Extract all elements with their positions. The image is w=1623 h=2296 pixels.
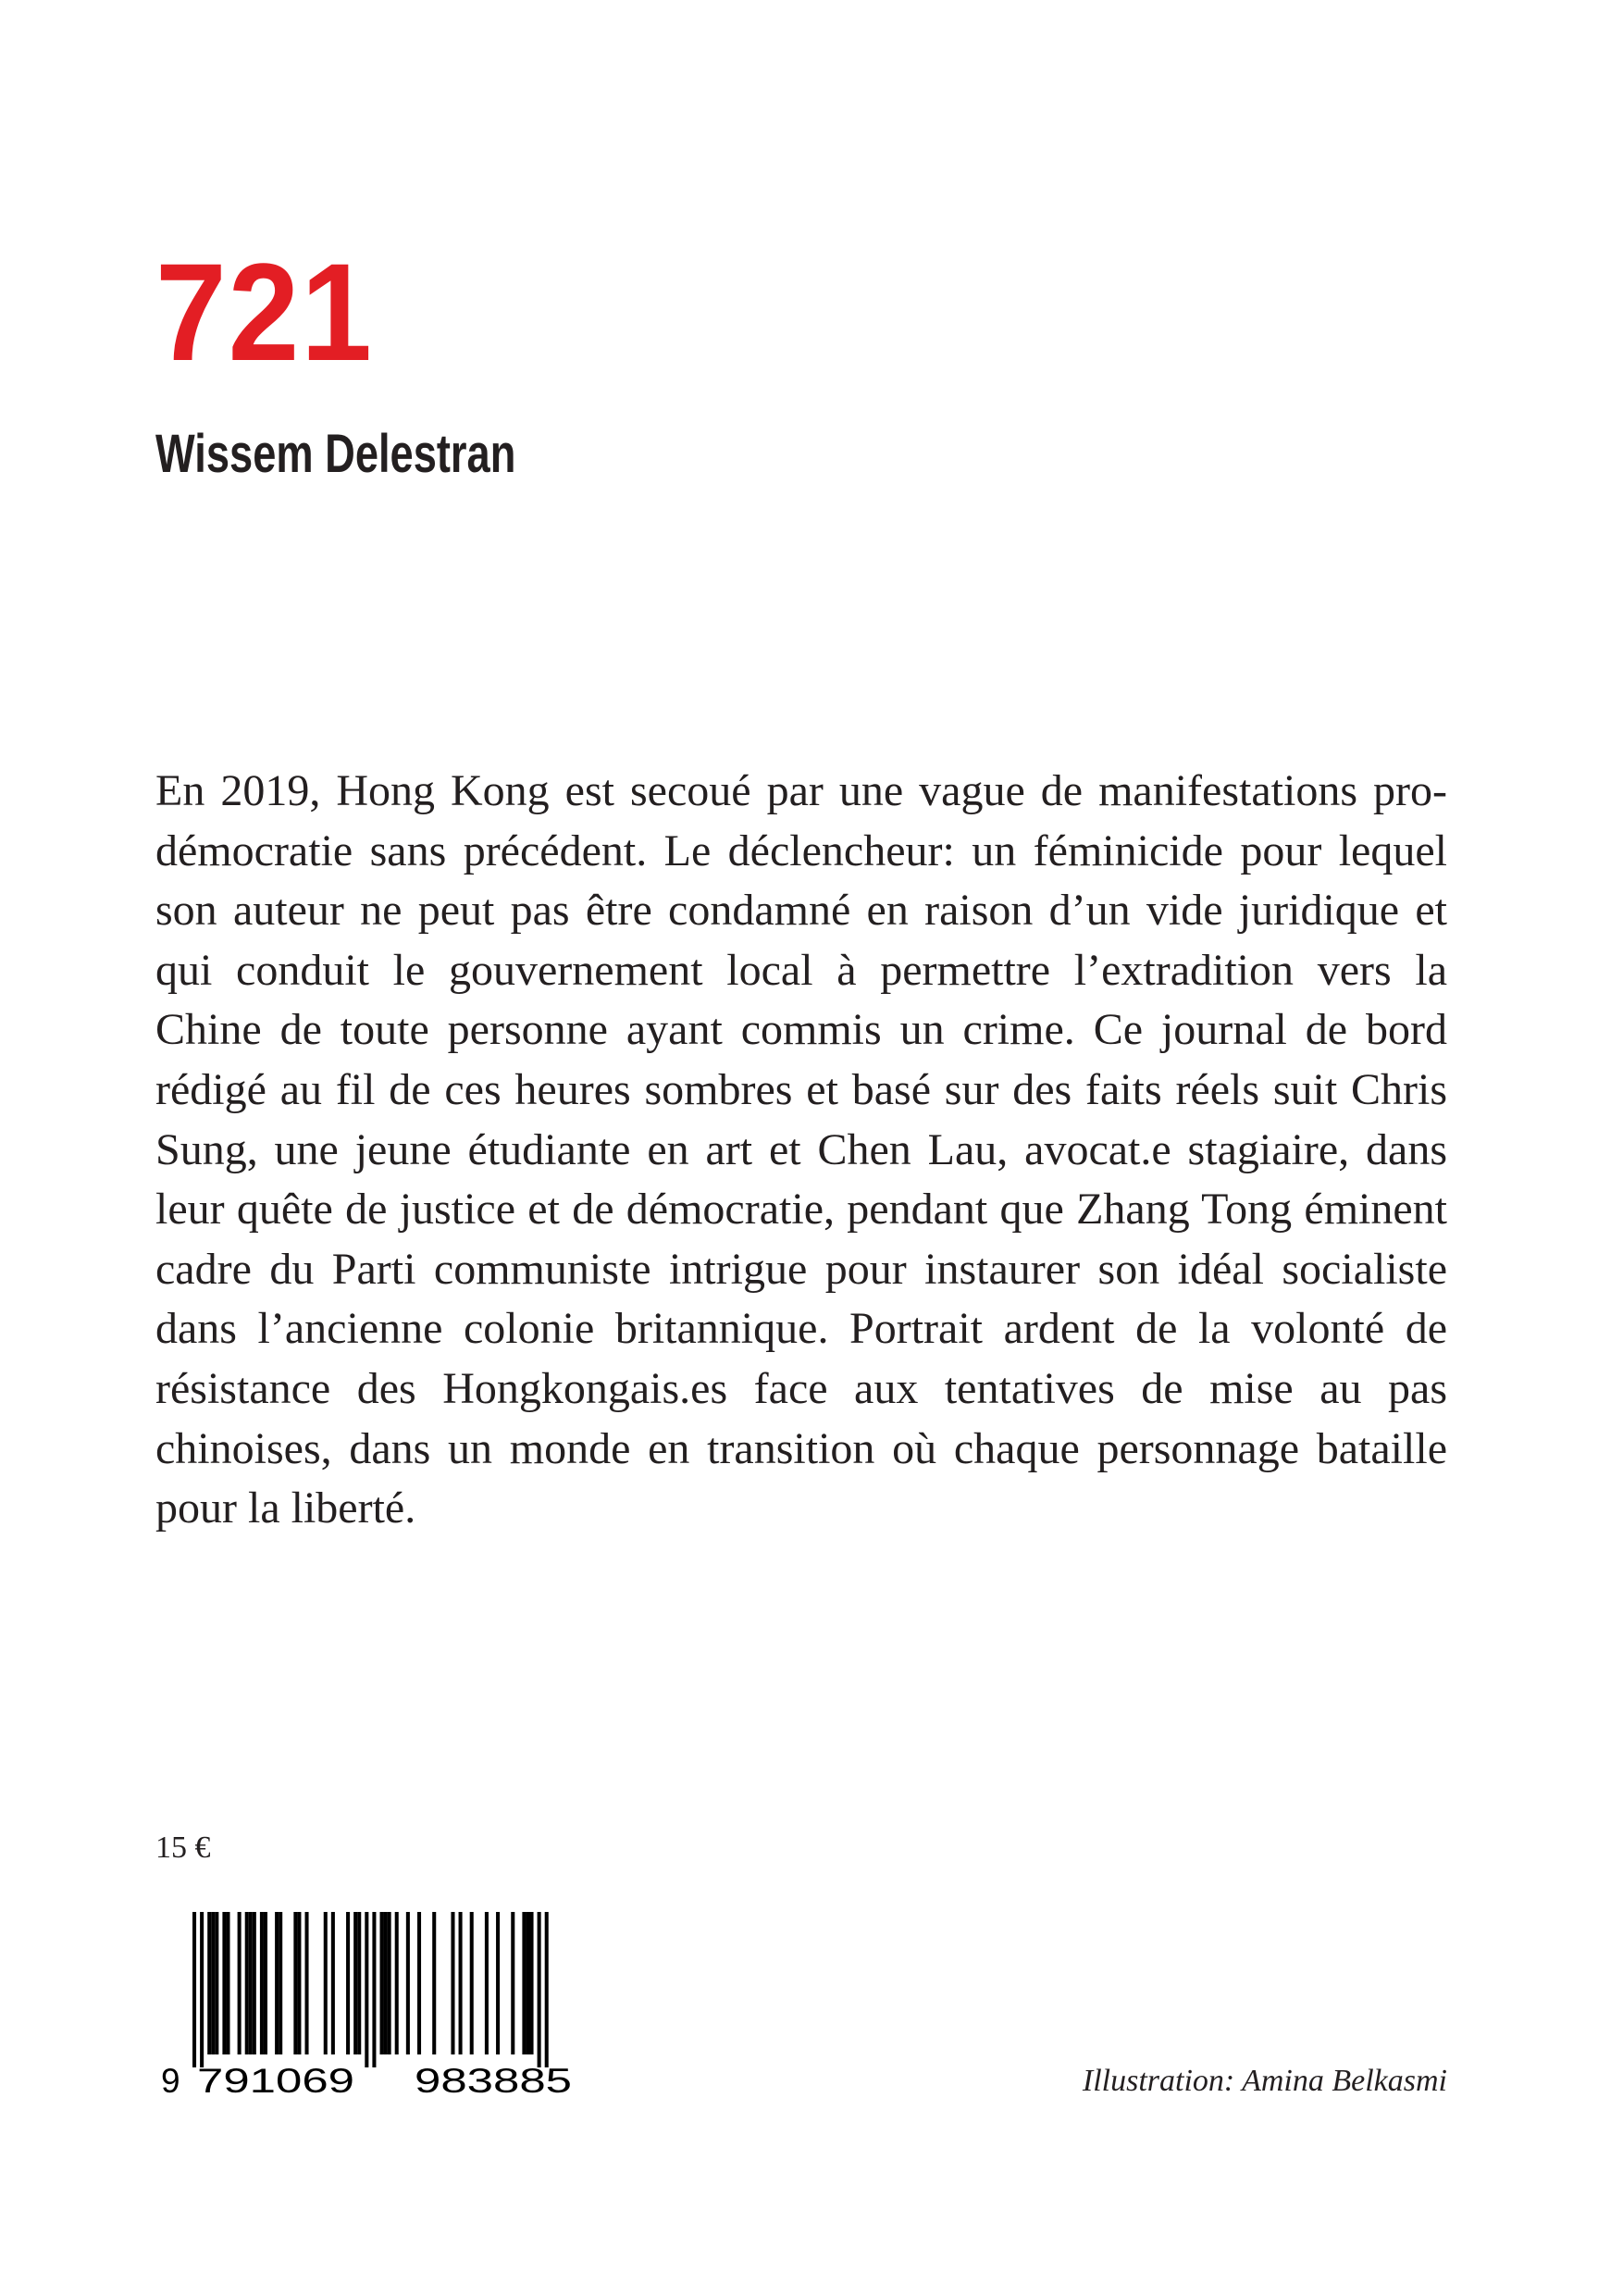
barcode-bar: [305, 1912, 309, 2054]
barcode-bar: [211, 1912, 215, 2054]
barcode-bar: [245, 1912, 249, 2054]
barcode-bar: [253, 1912, 256, 2054]
barcode-bar: [384, 1912, 388, 2054]
barcode-bar: [545, 1912, 549, 2067]
barcode-bar: [357, 1912, 361, 2054]
barcode-bar: [511, 1912, 514, 2054]
barcode-bar: [406, 1912, 410, 2054]
barcode-bar: [388, 1912, 391, 2054]
barcode-bar: [353, 1912, 357, 2054]
barcode-bar: [222, 1912, 226, 2054]
barcode-bar: [485, 1912, 489, 2054]
barcode-bar: [530, 1912, 534, 2054]
barcode-bar: [451, 1912, 454, 2054]
barcode-digits-left: 791069: [197, 2062, 354, 2095]
barcode-bar: [293, 1912, 297, 2054]
barcode-bar: [417, 1912, 421, 2054]
barcode-bar: [200, 1912, 204, 2067]
barcode-digits-right: 983885: [415, 2062, 572, 2095]
barcode-bar: [470, 1912, 474, 2054]
barcode-bar: [538, 1912, 541, 2067]
barcode-bar: [260, 1912, 264, 2054]
back-cover-blurb: En 2019, Hong Kong est secoué par une vague de manifestations pro-démocratie sans précédent. Le déclencheur: un féminicide pour lequel son auteur ne peut pas être condamné en raison d’un vide juridique et qui conduit le gouvernement local à permettre l’extradition vers la Chine de toute personne ayant commis un crime. Ce journal de bord rédigé au fil de ces heures sombres et basé sur des faits réels suit Chris Sung, une jeune étudiante en art et Chen Lau, avocat.e stagiaire, dans leur quête de justice et de démocratie, pendant que Zhang Tong éminent cadre du Parti communiste intrigue pour instaurer son idéal socialiste dans l’ancienne colonie britannique. Portrait ardent de la volonté de résistance des Hongkongais.es face aux tentatives de mise au pas chinoises, dans un monde en transition où chaque personnage bataille pour la liberté.: [155, 766, 1447, 1533]
barcode-bar: [380, 1912, 384, 2054]
barcode-bar: [238, 1912, 242, 2054]
price: 15 €: [155, 1831, 211, 1865]
barcode-bar: [346, 1912, 350, 2054]
barcode-bar: [264, 1912, 267, 2054]
illustration-credit: Illustration: Amina Belkasmi: [1082, 2064, 1447, 2098]
barcode-bar: [526, 1912, 529, 2054]
barcode-bar: [331, 1912, 335, 2054]
barcode-bars: [192, 1912, 549, 2067]
barcode-bar: [275, 1912, 279, 2054]
barcode-bar: [226, 1912, 229, 2054]
isbn-barcode: [155, 1910, 587, 2095]
barcode-bar: [192, 1912, 196, 2067]
barcode-bar: [432, 1912, 436, 2054]
barcode-bar: [249, 1912, 253, 2054]
barcode-bar: [365, 1912, 368, 2067]
barcode-bar: [395, 1912, 399, 2054]
book-title: 721: [155, 234, 374, 390]
barcode-bar: [372, 1912, 376, 2067]
barcode-bar: [522, 1912, 526, 2054]
barcode-bar: [496, 1912, 500, 2054]
author-name: Wissem Delestran: [155, 424, 516, 484]
barcode-bar: [215, 1912, 218, 2054]
barcode-bar: [459, 1912, 463, 2054]
barcode-bar: [297, 1912, 301, 2054]
barcode-bar: [279, 1912, 282, 2054]
barcode-bar: [324, 1912, 328, 2054]
barcode-digit-first: 9: [161, 2062, 180, 2095]
barcode-bar: [207, 1912, 211, 2054]
